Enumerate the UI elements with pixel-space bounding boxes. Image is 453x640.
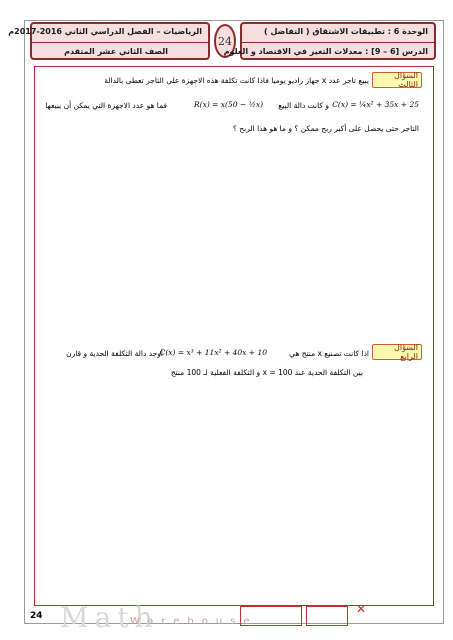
logo-frame — [240, 606, 302, 626]
course-title: الرياضيات – الفصل الدراسي الثاني 2016-2017م — [8, 27, 202, 36]
footer-logo — [60, 601, 420, 634]
question4-label: السؤال الرابع — [372, 344, 422, 360]
unit-title: الوحدة 6 : تطبيقات الاشتقاق ( التفاضل ) — [264, 27, 428, 36]
page-number-badge: 24 — [214, 24, 236, 58]
question3-cost-formula: C(x) = ¼x² + 35x + 25 — [332, 100, 419, 109]
question4-cost-formula: C(x) = x³ + 11x² + 40x + 10 — [159, 348, 267, 357]
header-divider — [32, 42, 208, 43]
question3-revenue-formula: R(x) = x(50 − ½x) — [194, 100, 263, 109]
footer-page-number: 24 — [30, 611, 43, 621]
logo-text: Math — [60, 601, 159, 634]
question3-label: السؤال الثالث — [372, 72, 422, 88]
logo-subtext: Warehouse — [130, 616, 258, 627]
grade-level: الصف الثاني عشر المتقدم — [64, 47, 168, 56]
lesson-title: الدرس [6 – 9] : معدلات التغير في الاقتصاد و العلوم — [223, 47, 428, 56]
question3-line2-mid: و كانت دالة البيع — [278, 101, 329, 110]
question4-line1-start: اذا كانت تصنيع x منتج هي — [289, 349, 369, 358]
header-divider — [242, 42, 434, 43]
logo-frame — [306, 606, 348, 626]
logo-mark-icon: ✕ — [356, 602, 367, 616]
question3-line2-end: فما هو عدد الاجهزة التي يمكن أن يبيعها — [45, 101, 167, 110]
content-frame — [34, 66, 434, 606]
question3-line3: التاجر حتى يحصل على أكبر ربح ممكن ؟ و ما هو هذا الربح ؟ — [232, 124, 419, 133]
question4-line2: بين التكلفة الحدية عند x = 100 و التكلفة الفعلية لـ 100 منتج — [170, 368, 363, 377]
question3-line1: يبيع تاجر عدد x جهاز راديو يوميا فاذا كانت تكلفة هذه الاجهزة على التاجر تعطى بالدالة — [104, 76, 369, 85]
header-course-box — [8, 22, 210, 60]
question4-line1-end: أوجد دالة التكلفة الحدية و قارن — [66, 349, 163, 358]
